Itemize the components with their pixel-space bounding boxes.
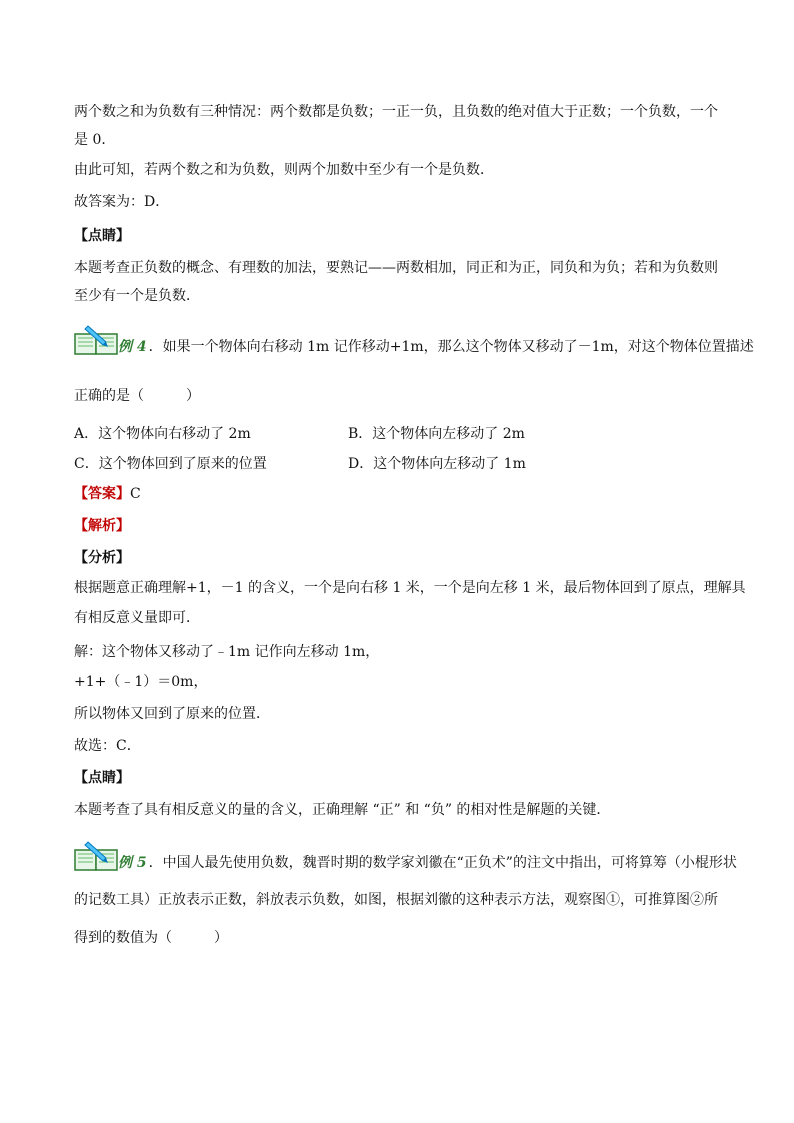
prev-line-3: 由此可知，若两个数之和为负数，则两个加数中至少有一个是负数． bbox=[74, 162, 494, 178]
example-4-dianjing-text: 本题考查了具有相反意义的量的含义，正确理解 “正” 和 “负” 的相对性是解题的关键． bbox=[74, 802, 611, 818]
prev-line-6: 至少有一个是负数． bbox=[74, 288, 200, 304]
prev-line-4: 故答案为：D． bbox=[74, 194, 170, 210]
book-pencil-icon bbox=[72, 838, 122, 872]
example-4-dianjing-heading: 【点睛】 bbox=[74, 770, 130, 786]
example-4-label: 例 4 bbox=[118, 339, 147, 355]
fenxi-heading: 【分析】 bbox=[74, 550, 130, 566]
analysis-line-2: 有相反意义量即可． bbox=[74, 610, 200, 626]
solution-line-4: 故选：C． bbox=[74, 738, 141, 754]
example-4-option-a: A．这个物体向右移动了 2m bbox=[74, 426, 251, 442]
example-4-heading bbox=[72, 322, 754, 356]
example-4-question-line-2: 正确的是（ ） bbox=[74, 388, 200, 404]
example-4-answer-row bbox=[74, 484, 141, 504]
prev-line-2: 是 0． bbox=[74, 132, 116, 148]
answer-value: C bbox=[130, 486, 141, 502]
example-4-option-b: B．这个物体向左移动了 2m bbox=[348, 426, 525, 442]
prev-line-1: 两个数之和为负数有三种情况：两个数都是负数；一正一负，且负数的绝对值大于正数；一个负数，一个 bbox=[74, 104, 718, 120]
solution-line-2: +1+（﹣1）＝0m， bbox=[74, 674, 208, 690]
prev-line-5: 本题考查正负数的概念、有理数的加法，要熟记——两数相加，同正和为正，同负和为负；若和为负数则 bbox=[74, 260, 718, 276]
answer-heading: 【答案】 bbox=[74, 486, 130, 502]
prev-dianjing-heading: 【点睛】 bbox=[74, 228, 130, 244]
jiexi-heading: 【解析】 bbox=[74, 518, 130, 534]
example-4-option-d: D．这个物体向左移动了 1m bbox=[348, 456, 526, 472]
example-5-heading bbox=[72, 838, 737, 872]
book-pencil-icon bbox=[72, 322, 122, 356]
example-4-question-line-1: ．如果一个物体向右移动 1m 记作移动+1m，那么这个物体又移动了－1m，对这个物体位置描述 bbox=[148, 339, 754, 355]
example-5-label: 例 5 bbox=[118, 855, 147, 871]
example-4-option-c: C．这个物体回到了原来的位置 bbox=[74, 456, 267, 472]
example-5-question-line-3: 得到的数值为（ ） bbox=[74, 930, 228, 946]
example-5-question-line-1: ．中国人最先使用负数，魏晋时期的数学家刘徽在“正负术”的注文中指出，可将算筹（小棍形状 bbox=[148, 855, 737, 871]
solution-line-1: 解：这个物体又移动了﹣1m 记作向左移动 1m， bbox=[74, 644, 380, 660]
analysis-line-1: 根据题意正确理解+1，－1 的含义，一个是向右移 1 米，一个是向左移 1 米，最后物体回到了原点，理解具 bbox=[74, 580, 746, 596]
example-5-question-line-2: 的记数工具）正放表示正数，斜放表示负数，如图，根据刘徽的这种表示方法，观察图①，可推算图②所 bbox=[74, 892, 718, 908]
solution-line-3: 所以物体又回到了原来的位置． bbox=[74, 706, 270, 722]
